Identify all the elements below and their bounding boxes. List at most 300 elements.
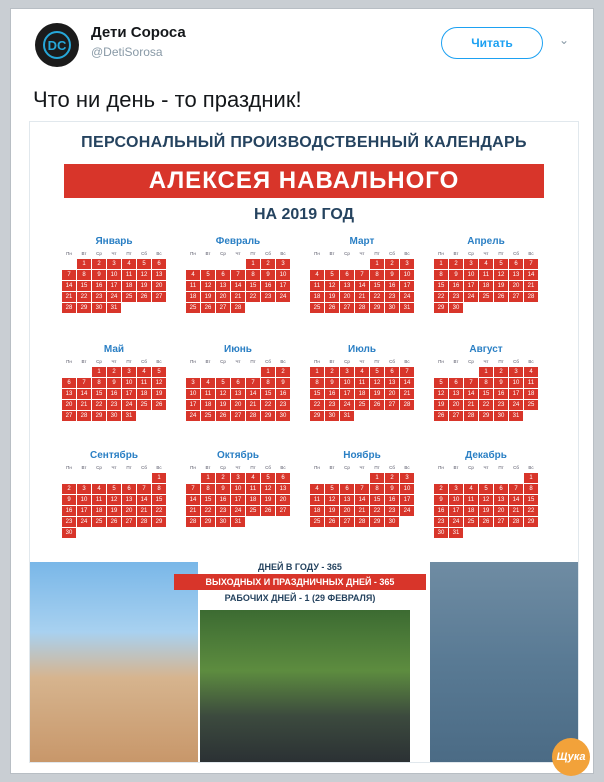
day-cell: 14 (524, 270, 538, 280)
day-cell: 30 (385, 517, 399, 527)
weekday-label: Пн (438, 359, 444, 364)
weekday-header (62, 357, 166, 367)
weekday-label: Ср (468, 251, 474, 256)
weekday-label: Вс (280, 359, 286, 364)
chevron-down-icon[interactable]: ⌄ (559, 33, 570, 47)
day-cell: 7 (355, 484, 369, 494)
weekday-label: Вт (329, 251, 335, 256)
day-cell: 22 (261, 400, 275, 410)
day-cell: 17 (400, 495, 414, 505)
weekday-label: Вт (453, 359, 459, 364)
day-cell: 20 (276, 495, 290, 505)
day-cell: 3 (231, 473, 245, 483)
day-cell: 16 (276, 389, 290, 399)
day-cell: 20 (231, 400, 245, 410)
day-cell: 31 (107, 303, 121, 313)
day-cell: 13 (509, 270, 523, 280)
weekday-label: Сб (389, 251, 395, 256)
day-cell: 5 (216, 378, 230, 388)
day-cell: 10 (122, 378, 136, 388)
day-cell: 26 (434, 411, 448, 421)
day-cell: 3 (449, 484, 463, 494)
weekday-label: Сб (141, 359, 147, 364)
day-cell: 15 (479, 389, 493, 399)
day-cell: 23 (62, 517, 76, 527)
weekday-label: Ср (344, 251, 350, 256)
day-cell: 20 (509, 281, 523, 291)
day-cell: 3 (509, 367, 523, 377)
day-cell: 28 (77, 411, 91, 421)
day-cell: 22 (434, 292, 448, 302)
day-cell: 10 (107, 270, 121, 280)
day-cell: 29 (434, 303, 448, 313)
days-grid (310, 367, 414, 421)
day-cell: 4 (310, 484, 324, 494)
weekday-label: Вт (453, 251, 459, 256)
day-cell: 7 (464, 378, 478, 388)
day-cell: 4 (464, 484, 478, 494)
photo-elephants (200, 610, 410, 762)
day-cell: 1 (77, 259, 91, 269)
weekday-label: Пт (126, 465, 132, 470)
day-cell: 28 (400, 400, 414, 410)
day-cell: 1 (152, 473, 166, 483)
day-cell: 30 (494, 411, 508, 421)
day-cell: 10 (400, 270, 414, 280)
day-cell: 19 (261, 495, 275, 505)
weekday-label: Пт (498, 359, 504, 364)
day-cell: 18 (201, 400, 215, 410)
author-avatar[interactable] (35, 23, 79, 67)
day-cell: 12 (479, 495, 493, 505)
day-cell: 16 (494, 389, 508, 399)
day-cell: 5 (325, 270, 339, 280)
day-cell: 11 (122, 270, 136, 280)
day-cell: 27 (216, 303, 230, 313)
month-9 (62, 450, 166, 538)
day-cell: 6 (216, 270, 230, 280)
day-cell: 25 (246, 506, 260, 516)
day-cell: 21 (524, 281, 538, 291)
weekday-label: Чт (359, 359, 365, 364)
weekday-label: Ср (344, 359, 350, 364)
day-cell: 25 (310, 303, 324, 313)
day-cell: 8 (434, 270, 448, 280)
day-cell: 9 (216, 484, 230, 494)
weekday-label: Пт (374, 251, 380, 256)
day-cell: 30 (62, 528, 76, 538)
weekday-label: Пт (250, 251, 256, 256)
day-cell: 12 (137, 270, 151, 280)
weekday-label: Ср (220, 359, 226, 364)
day-cell: 25 (122, 292, 136, 302)
day-cell: 19 (325, 292, 339, 302)
weekday-label: Сб (141, 251, 147, 256)
stats-working-days: РАБОЧИХ ДНЕЙ - 1 (29 ФЕВРАЛЯ) (224, 593, 376, 603)
day-cell: 25 (355, 400, 369, 410)
day-cell: 16 (62, 506, 76, 516)
day-cell: 21 (77, 400, 91, 410)
day-cell: 15 (77, 281, 91, 291)
weekday-label: Вт (329, 359, 335, 364)
weekday-label: Пн (190, 465, 196, 470)
day-cell: 15 (524, 495, 538, 505)
day-cell: 16 (449, 281, 463, 291)
day-cell: 10 (340, 378, 354, 388)
day-cell: 31 (449, 528, 463, 538)
day-cell: 24 (464, 292, 478, 302)
day-cell: 12 (261, 484, 275, 494)
day-cell: 9 (434, 495, 448, 505)
day-cell: 30 (276, 411, 290, 421)
day-cell: 23 (276, 400, 290, 410)
day-cell: 5 (201, 270, 215, 280)
weekday-label: Вт (205, 465, 211, 470)
day-cell: 1 (310, 367, 324, 377)
weekday-label: Ср (468, 465, 474, 470)
weekday-label: Чт (483, 359, 489, 364)
day-cell: 14 (186, 495, 200, 505)
day-cell: 11 (355, 378, 369, 388)
day-cell: 7 (400, 367, 414, 377)
day-cell: 29 (524, 517, 538, 527)
day-cell: 2 (494, 367, 508, 377)
day-cell: 7 (77, 378, 91, 388)
day-cell: 7 (186, 484, 200, 494)
day-cell: 25 (524, 400, 538, 410)
day-cell: 17 (340, 389, 354, 399)
day-cell: 26 (216, 411, 230, 421)
day-cell: 9 (325, 378, 339, 388)
day-cell: 11 (524, 378, 538, 388)
day-cell: 29 (92, 411, 106, 421)
day-cell: 20 (122, 506, 136, 516)
day-cell: 16 (92, 281, 106, 291)
day-cell: 5 (107, 484, 121, 494)
month-3 (310, 236, 414, 313)
day-cell: 12 (152, 378, 166, 388)
day-cell: 30 (385, 303, 399, 313)
day-cell: 21 (509, 506, 523, 516)
day-cell: 7 (246, 378, 260, 388)
day-cell: 28 (231, 303, 245, 313)
weekday-label: Чт (111, 251, 117, 256)
stats-block (174, 560, 426, 606)
day-cell: 25 (92, 517, 106, 527)
day-cell: 21 (137, 506, 151, 516)
weekday-label: Пн (438, 465, 444, 470)
day-cell: 8 (370, 270, 384, 280)
day-cell: 30 (216, 517, 230, 527)
watermark-logo: Щука (552, 738, 590, 776)
month-name: Январь (95, 236, 133, 247)
day-cell: 26 (370, 400, 384, 410)
day-cell: 29 (310, 411, 324, 421)
weekday-label: Сб (389, 359, 395, 364)
weekday-label: Чт (235, 251, 241, 256)
day-cell: 1 (92, 367, 106, 377)
day-cell: 18 (464, 506, 478, 516)
day-cell: 23 (385, 292, 399, 302)
day-cell: 19 (152, 389, 166, 399)
day-cell: 24 (186, 411, 200, 421)
day-cell: 20 (449, 400, 463, 410)
month-name: Июль (348, 344, 376, 355)
day-cell: 5 (494, 259, 508, 269)
weekday-label: Ср (96, 359, 102, 364)
day-cell: 26 (137, 292, 151, 302)
weekday-label: Ср (344, 465, 350, 470)
day-cell: 17 (464, 281, 478, 291)
day-cell: 26 (479, 517, 493, 527)
day-cell: 1 (246, 259, 260, 269)
weekday-label: Сб (389, 465, 395, 470)
day-cell: 28 (509, 517, 523, 527)
day-cell: 11 (310, 281, 324, 291)
day-cell: 4 (92, 484, 106, 494)
day-cell: 12 (434, 389, 448, 399)
day-cell: 16 (385, 281, 399, 291)
day-cell: 13 (122, 495, 136, 505)
days-grid (186, 473, 290, 527)
day-cell: 14 (231, 281, 245, 291)
day-cell: 24 (77, 517, 91, 527)
weekday-header (310, 357, 414, 367)
calendar-title-line3: НА 2019 ГОД (253, 206, 355, 223)
weekday-label: Вс (156, 251, 162, 256)
day-cell: 1 (370, 259, 384, 269)
day-cell: 11 (479, 270, 493, 280)
weekday-label: Пн (314, 465, 320, 470)
weekday-label: Вс (404, 251, 410, 256)
day-cell: 21 (231, 292, 245, 302)
day-cell: 5 (479, 484, 493, 494)
day-cell: 18 (355, 389, 369, 399)
month-name: Февраль (215, 236, 261, 247)
day-cell: 7 (524, 259, 538, 269)
calendar-title-line1: ПЕРСОНАЛЬНЫЙ ПРОИЗВОДСТВЕННЫЙ КАЛЕНДАРЬ (81, 134, 527, 151)
day-cell: 17 (122, 389, 136, 399)
day-cell: 18 (137, 389, 151, 399)
day-cell: 27 (340, 517, 354, 527)
day-cell: 23 (385, 506, 399, 516)
day-cell: 1 (261, 367, 275, 377)
day-cell: 12 (494, 270, 508, 280)
weekday-label: Чт (359, 465, 365, 470)
day-cell: 17 (449, 506, 463, 516)
day-cell: 1 (434, 259, 448, 269)
day-cell: 18 (310, 292, 324, 302)
weekday-label: Вт (81, 251, 87, 256)
weekday-label: Пн (438, 251, 444, 256)
day-cell: 19 (325, 506, 339, 516)
day-cell: 9 (92, 270, 106, 280)
day-cell: 15 (310, 389, 324, 399)
weekday-header (434, 249, 538, 259)
weekday-header (434, 357, 538, 367)
day-cell: 27 (122, 517, 136, 527)
stats-days-in-year: ДНЕЙ В ГОДУ - 365 (258, 562, 342, 572)
day-cell: 2 (449, 259, 463, 269)
day-cell: 28 (62, 303, 76, 313)
day-cell: 2 (325, 367, 339, 377)
day-cell: 29 (152, 517, 166, 527)
weekday-label: Вт (81, 465, 87, 470)
day-cell: 4 (355, 367, 369, 377)
day-cell: 2 (385, 473, 399, 483)
day-cell: 31 (509, 411, 523, 421)
day-cell: 17 (77, 506, 91, 516)
day-cell: 6 (449, 378, 463, 388)
day-cell: 3 (464, 259, 478, 269)
month-name: Июнь (224, 344, 252, 355)
day-cell: 28 (246, 411, 260, 421)
weekday-header (186, 357, 290, 367)
day-cell: 27 (276, 506, 290, 516)
day-cell: 22 (310, 400, 324, 410)
day-cell: 8 (261, 378, 275, 388)
weekday-label: Сб (141, 465, 147, 470)
weekday-label: Сб (513, 251, 519, 256)
weekday-header (186, 463, 290, 473)
month-10 (186, 450, 290, 527)
day-cell: 5 (434, 378, 448, 388)
follow-button[interactable]: Читать (441, 27, 543, 59)
day-cell: 22 (246, 292, 260, 302)
day-cell: 16 (325, 389, 339, 399)
weekday-label: Вс (528, 251, 534, 256)
weekday-label: Чт (483, 465, 489, 470)
weekday-label: Пн (190, 359, 196, 364)
day-cell: 11 (201, 389, 215, 399)
day-cell: 19 (479, 506, 493, 516)
weekday-label: Вс (156, 359, 162, 364)
day-cell: 10 (276, 270, 290, 280)
day-cell: 10 (186, 389, 200, 399)
day-cell: 17 (276, 281, 290, 291)
author-name[interactable]: Дети Сороса (91, 24, 186, 41)
day-cell: 23 (325, 400, 339, 410)
day-cell: 21 (186, 506, 200, 516)
tweet-image[interactable] (29, 121, 586, 763)
day-cell: 29 (370, 517, 384, 527)
weekday-label: Ср (96, 251, 102, 256)
day-cell: 2 (385, 259, 399, 269)
day-cell: 19 (216, 400, 230, 410)
day-cell: 4 (246, 473, 260, 483)
day-cell: 8 (77, 270, 91, 280)
day-cell: 20 (62, 400, 76, 410)
days-grid (434, 367, 538, 421)
month-7 (310, 344, 414, 421)
day-cell: 30 (107, 411, 121, 421)
weekday-label: Сб (265, 251, 271, 256)
weekday-label: Вс (528, 465, 534, 470)
day-cell: 15 (261, 389, 275, 399)
weekday-label: Ср (96, 465, 102, 470)
day-cell: 12 (370, 378, 384, 388)
day-cell: 21 (464, 400, 478, 410)
weekday-label: Вт (329, 465, 335, 470)
day-cell: 13 (152, 270, 166, 280)
day-cell: 19 (370, 389, 384, 399)
day-cell: 25 (201, 411, 215, 421)
weekday-label: Пн (66, 359, 72, 364)
day-cell: 5 (137, 259, 151, 269)
day-cell: 13 (494, 495, 508, 505)
weekday-label: Сб (265, 359, 271, 364)
days-grid (186, 259, 290, 313)
day-cell: 30 (92, 303, 106, 313)
day-cell: 10 (509, 378, 523, 388)
day-cell: 11 (137, 378, 151, 388)
day-cell: 24 (449, 517, 463, 527)
day-cell: 12 (201, 281, 215, 291)
day-cell: 6 (231, 378, 245, 388)
day-cell: 13 (62, 389, 76, 399)
month-name: Ноябрь (343, 450, 381, 461)
day-cell: 30 (434, 528, 448, 538)
weekday-label: Пн (314, 359, 320, 364)
day-cell: 29 (261, 411, 275, 421)
day-cell: 11 (464, 495, 478, 505)
author-handle[interactable]: @DetiSorosa (91, 45, 163, 59)
days-grid (62, 367, 166, 421)
day-cell: 25 (137, 400, 151, 410)
day-cell: 7 (509, 484, 523, 494)
days-grid (310, 259, 414, 313)
day-cell: 4 (186, 270, 200, 280)
day-cell: 14 (464, 389, 478, 399)
day-cell: 23 (434, 517, 448, 527)
day-cell: 6 (276, 473, 290, 483)
day-cell: 4 (524, 367, 538, 377)
days-grid (434, 473, 538, 538)
month-8 (434, 344, 538, 421)
day-cell: 23 (216, 506, 230, 516)
day-cell: 9 (276, 378, 290, 388)
days-grid (62, 473, 166, 538)
day-cell: 13 (340, 495, 354, 505)
day-cell: 28 (524, 292, 538, 302)
weekday-label: Вс (280, 251, 286, 256)
weekday-label: Пт (374, 359, 380, 364)
day-cell: 26 (261, 506, 275, 516)
day-cell: 26 (152, 400, 166, 410)
day-cell: 27 (152, 292, 166, 302)
day-cell: 11 (92, 495, 106, 505)
weekday-header (310, 249, 414, 259)
tweet-text: Что ни день - то праздник! (33, 87, 302, 112)
day-cell: 8 (524, 484, 538, 494)
day-cell: 9 (107, 378, 121, 388)
day-cell: 3 (107, 259, 121, 269)
day-cell: 30 (325, 411, 339, 421)
day-cell: 14 (400, 378, 414, 388)
day-cell: 14 (77, 389, 91, 399)
month-11 (310, 450, 414, 527)
weekday-label: Пн (66, 251, 72, 256)
day-cell: 3 (186, 378, 200, 388)
weekday-label: Ср (220, 251, 226, 256)
day-cell: 29 (77, 303, 91, 313)
day-cell: 9 (261, 270, 275, 280)
day-cell: 1 (479, 367, 493, 377)
month-5 (62, 344, 166, 421)
day-cell: 21 (355, 506, 369, 516)
day-cell: 17 (231, 495, 245, 505)
day-cell: 10 (400, 484, 414, 494)
